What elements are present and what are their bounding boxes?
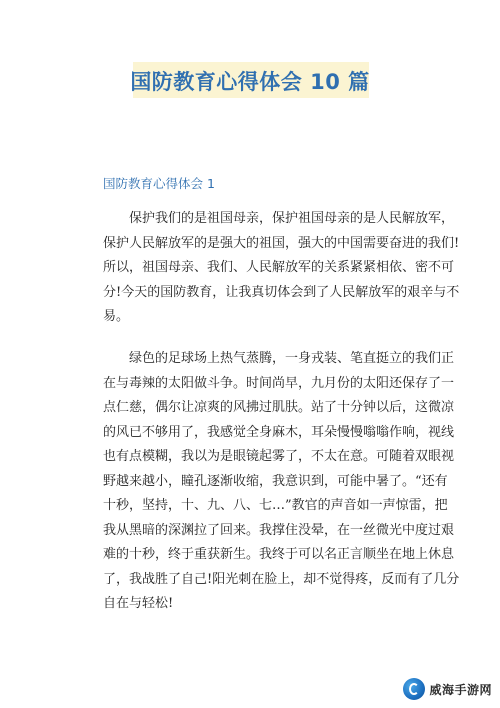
paragraph-line: 保护我们的是祖国母亲，保护祖国母亲的是人民解放军， (103, 211, 455, 226)
paragraph-line: 保护人民解放军的是强大的祖国，强大的中国需要奋进的我们! (103, 235, 460, 251)
paragraph-line: 自在与轻松! (103, 596, 174, 611)
watermark-text: 威海手游网 (429, 682, 492, 697)
paragraph-line: 绿色的足球场上热气蒸腾，一身戎装、笔直挺立的我们正 (103, 351, 455, 366)
paragraph-2 (103, 347, 460, 617)
paragraph-line: 点仁慈，偶尔让凉爽的风拂过肌肤。站了十分钟以后，这微凉 (103, 400, 455, 415)
swirl-logo-icon (403, 678, 425, 700)
paragraph-line: 野越来越小，瞳孔逐渐收缩，我意识到，可能中暑了。“还有 (103, 473, 448, 489)
paragraph-line: 的风已不够用了，我感觉全身麻木，耳朵慢慢嗡嗡作响，视线 (103, 424, 455, 440)
paragraph-line: 我从黑暗的深渊拉了回来。我撑住没晕，在一丝微光中度过艰 (103, 522, 455, 538)
section-heading: 国防教育心得体会 1 (103, 176, 215, 191)
paragraph-line: 易。 (103, 309, 130, 324)
paragraph-line: 在与毒辣的太阳做斗争。时间尚早，九月份的太阳还保存了一 (103, 375, 455, 391)
document-title: 国防教育心得体会 10 篇 (130, 70, 370, 94)
site-watermark[interactable] (403, 678, 492, 700)
paragraph-line: 难的十秒，终于重获新生。我终于可以名正言顺坐在地上休息 (103, 547, 455, 562)
paragraph-line: 所以，祖国母亲、我们、人民解放军的关系紧紧相依、密不可 (103, 260, 455, 275)
paragraph-line: 分!今天的国防教育，让我真切体会到了人民解放军的艰辛与不 (103, 284, 460, 300)
paragraph-line: 也有点模糊，我以为是眼镜起雾了，不太在意。可随着双眼视 (103, 449, 455, 464)
paragraph-line: 了，我战胜了自己!阳光刺在脸上，却不觉得疼，反而有了几分 (103, 571, 460, 587)
paragraph-1 (103, 207, 460, 330)
paragraph-line: 十秒，坚持，十、九、八、七…”教官的声音如一声惊雷，把 (103, 498, 448, 513)
